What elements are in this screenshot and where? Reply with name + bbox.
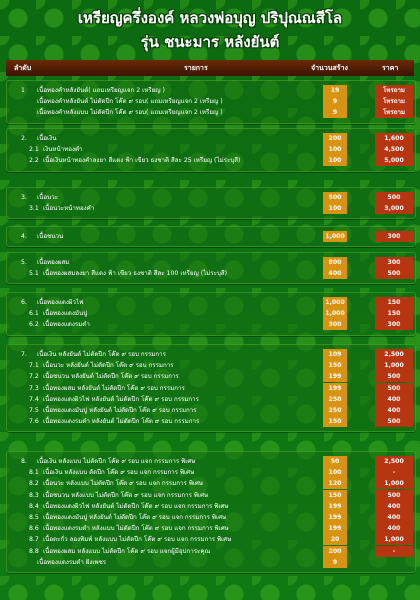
table-row <box>7 133 415 144</box>
item-number: 8.2 <box>29 480 39 488</box>
item-description: เนื้อทองแดงผิวไฟ <box>37 299 84 306</box>
item-price: 2,500 <box>375 349 413 360</box>
item-description: เนื้อชนวน <box>37 233 64 240</box>
item-price: 500 <box>375 268 413 279</box>
item-number: 2. <box>21 135 27 142</box>
table-row <box>7 203 415 214</box>
item-description: เนื้อเงินหน้าทองคำลงยา สีแดง ฟ้า เขียว ธงชาติ สีละ 25 เหรียญ (ไม่ระบุสี) <box>43 157 241 165</box>
item-description: เนื้อทองแดงมันปู หลังยันต์ ไม่ตัดปีก โค๊ต ๙ รอบ แจก กรรมการ พิเศษ <box>43 514 227 521</box>
table-row <box>7 144 415 155</box>
item-quantity: 100 <box>323 203 347 214</box>
item-description: เนื้อเงิน <box>37 135 57 142</box>
item-quantity: 120 <box>323 478 347 489</box>
item-number: 6.2 <box>29 321 39 329</box>
item-quantity: 20 <box>323 534 347 545</box>
item-quantity: 1,000 <box>323 231 347 242</box>
item-description: เนื้อเงิน หลังแบบ ตัดปีก โค๊ต ๙ รอบ แจก กรรมการ พิเศษ <box>43 469 195 477</box>
item-description: เนื้อทองแดงรมดำ <box>43 321 90 329</box>
item-price: 500 <box>375 416 413 427</box>
table-row <box>7 192 415 203</box>
item-number: 7.6 <box>29 418 39 426</box>
item-quantity: 109 <box>323 349 347 360</box>
item-price: 500 <box>375 383 413 394</box>
header-item: รายการ <box>184 64 208 72</box>
item-description: เงินหน้าทองคำ <box>43 146 83 154</box>
item-price: 500 <box>375 371 413 382</box>
item-quantity: 1,000 <box>323 308 347 319</box>
item-description: เนื้อทองแดงรมดำ หลังยันต์ ไม่ตัดปีก โค๊ต ๙ รอบ กรรมการ <box>43 418 200 426</box>
item-price: 1,000 <box>375 478 413 489</box>
item-description: เนื้อเงิน หลังยันต์ ไม่ตัดปีก โค๊ต ๙ รอบ กรรมการ <box>37 351 166 358</box>
item-price: 150 <box>375 297 413 308</box>
section-7 <box>6 344 416 432</box>
item-description: เนื้อนวะ หลังยันต์ ไม่ตัดปีก โค๊ต ๙ รอบ กรรมการ <box>43 362 174 370</box>
item-number: 3.1 <box>29 205 39 213</box>
table-row <box>7 383 415 394</box>
table-row <box>7 416 415 427</box>
table-row <box>7 107 415 118</box>
item-description: เนื้อทองคำหลังแบบ ไม่ตัดปีก โค๊ต ๙ รอบ( แถมเหรียญแจก 2 เหรียญ ) <box>37 109 223 117</box>
item-price: 1,600 <box>375 133 413 144</box>
item-price: 400 <box>375 501 413 512</box>
item-number: 8.5 <box>29 514 39 521</box>
item-price: - <box>375 467 413 478</box>
item-description: เนื้อทองแดงมันปู หลังยันต์ ไม่ตัดปีก โค๊ต ๙ รอบ กรรมการ <box>43 407 197 414</box>
header-qty: จำนวนสร้าง <box>311 64 348 72</box>
table-row <box>7 85 415 96</box>
item-number: 8.6 <box>29 525 39 533</box>
item-quantity: 500 <box>323 192 347 203</box>
table-row <box>7 319 415 330</box>
item-description: เนื้อชนวน หลังยันต์ ไม่ตัดปีก โค๊ต ๙ รอบ กรรมการ <box>43 373 179 381</box>
item-quantity: 150 <box>323 416 347 427</box>
item-description: เนื้อทองแดงผิวไฟ หลังยันต์ ไม่ตัดปีก โค๊ต ๙ รอบ กรรมการ <box>43 395 199 403</box>
item-number: 7.1 <box>29 362 39 370</box>
table-row <box>7 478 415 489</box>
item-number: 4. <box>21 233 27 240</box>
item-description: เนื้อทองแดงมันปู <box>43 310 88 318</box>
item-description: เนื้อทองแดงรมดำ ฝังเพชร <box>37 558 107 566</box>
item-price: 400 <box>375 405 413 416</box>
section-6 <box>6 292 416 336</box>
item-price: 2,500 <box>375 456 413 467</box>
table-row <box>7 231 415 242</box>
item-quantity: 300 <box>323 319 347 330</box>
item-description: เนื้อชนวน หลังแบบ ไม่ตัดปีก โค๊ต ๙ รอบ แจก กรรมการ พิเศษ <box>43 491 209 499</box>
item-number: 8.8 <box>29 547 39 555</box>
item-quantity: 150 <box>323 360 347 371</box>
item-number: 8.1 <box>29 469 39 477</box>
table-row <box>7 96 415 107</box>
item-number: 1 <box>21 87 25 94</box>
table-row <box>7 297 415 308</box>
table-row <box>7 501 415 512</box>
item-price: โทรถาม <box>375 85 413 96</box>
table-row <box>7 534 415 545</box>
table-row <box>7 456 415 467</box>
item-number: 7.5 <box>29 407 39 414</box>
table-row <box>7 490 415 501</box>
item-number: 5. <box>21 259 27 266</box>
item-description: เนื้อนวะหน้าทองคำ <box>43 205 95 213</box>
item-quantity: 100 <box>323 155 347 166</box>
table-row <box>7 512 415 523</box>
item-quantity: 800 <box>323 257 347 268</box>
table-row <box>7 467 415 478</box>
item-description: เนื้อทองผสมลงยา สีแดง ฟ้า เขียว ธงชาติ สีละ 100 เหรียญ (ไม่ระบุสี) <box>43 270 228 278</box>
item-price: 150 <box>375 308 413 319</box>
section-3 <box>6 187 416 219</box>
section-1 <box>6 80 416 124</box>
table-row <box>7 360 415 371</box>
item-price: 5,000 <box>375 155 413 166</box>
item-number: 7.4 <box>29 395 39 403</box>
item-quantity: 200 <box>323 133 347 144</box>
item-description: เนื้อทองผสม หลังยันต์ ไม่ตัดปีก โค๊ต ๙ รอบ กรรมการ <box>43 384 185 392</box>
item-description: เนื้อทองแดงผิวไฟ หลังยันต์ ไม่ตัดปีก โค๊ต ๙ รอบ แจก กรรมการ พิเศษ <box>43 502 229 510</box>
item-number: 8.7 <box>29 536 39 544</box>
item-price: 1,000 <box>375 360 413 371</box>
table-header <box>6 60 414 76</box>
table-row <box>7 405 415 416</box>
table-row <box>7 155 415 166</box>
item-quantity: 50 <box>323 456 347 467</box>
item-quantity: 250 <box>323 405 347 416</box>
item-number: 7.3 <box>29 384 39 392</box>
header-no: ลำดับ <box>14 64 32 72</box>
section-4 <box>6 226 416 247</box>
item-number: 7. <box>21 351 27 358</box>
item-description: เนื้อนวะ <box>37 194 59 201</box>
item-quantity: 199 <box>323 501 347 512</box>
item-description: เนื้อทองแดงรมดำ หลังแบบ ไม่ตัดปีก โค๊ต ๙ รอบ แจก กรรมการ พิเศษ <box>43 525 229 533</box>
item-number: 3. <box>21 194 27 201</box>
item-quantity: 150 <box>323 490 347 501</box>
item-description: เนื้อทองคำหลังยันต์ ไม่ตัดปีก โค๊ต ๙ รอบ( แถมเหรียญแจก 2 เหรียญ ) <box>37 98 223 106</box>
item-quantity: 199 <box>323 371 347 382</box>
item-price: 3,000 <box>375 203 413 214</box>
item-price: 300 <box>375 319 413 330</box>
item-price: 400 <box>375 512 413 523</box>
item-quantity: 199 <box>323 523 347 534</box>
table-row <box>7 371 415 382</box>
section-8 <box>6 451 416 573</box>
item-price: 4,500 <box>375 144 413 155</box>
item-price: 500 <box>375 490 413 501</box>
item-number: 6.1 <box>29 310 39 318</box>
item-quantity: 9 <box>323 557 347 568</box>
title-line-1: เหรียญครึ่งองค์ หลวงพ่อบุญ ปริปุณณสีโล <box>77 9 343 27</box>
item-quantity: 199 <box>323 512 347 523</box>
item-number: 8.4 <box>29 502 39 510</box>
item-price: โทรถาม <box>375 96 413 107</box>
item-number: 8.3 <box>29 491 39 499</box>
item-description: เนื้อนวะ หลังแบบ ไม่ตัดปีก โค๊ต ๙ รอบ แจก กรรมการ พิเศษ <box>43 480 204 488</box>
item-quantity: 199 <box>323 383 347 394</box>
item-price: 300 <box>375 231 413 242</box>
table-row <box>7 268 415 279</box>
table-row <box>7 308 415 319</box>
item-description: เนื้อตะกั่ว ลองพิมพ์ หลังแบบ ไม่ตัดปีก โค๊ต ๙ รอบ แจก กรรมการ พิเศษ <box>43 536 232 544</box>
item-price: 1,000 <box>375 534 413 545</box>
item-description: เนื้อทองผสม <box>37 259 70 266</box>
section-5 <box>6 252 416 284</box>
item-quantity: 1,000 <box>323 297 347 308</box>
item-price: - <box>375 546 413 557</box>
item-price: 400 <box>375 394 413 405</box>
item-price: 500 <box>375 192 413 203</box>
item-description: เนื้อเงิน หลังแบบ ไม่ตัดปีก โค๊ต ๙ รอบ แจก กรรมการ พิเศษ <box>37 458 196 465</box>
item-number: 2.2 <box>29 157 39 165</box>
item-number: 6. <box>21 299 27 306</box>
item-quantity: 100 <box>323 467 347 478</box>
item-description: เนื้อทองคำหลังยันต์( แถมเหรียญแจก 2 เหรียญ ) <box>37 87 165 94</box>
table-row <box>7 546 415 557</box>
item-description: เนื้อทองผสม หลังแบบ ไม่ตัดปีก โค๊ต ๙ รอบ แจกผู้มีอุปการะคุณ <box>43 547 211 555</box>
header-price: ราคา <box>382 64 399 72</box>
table-row <box>7 557 415 568</box>
item-quantity: 250 <box>323 394 347 405</box>
item-number: 8. <box>21 458 27 465</box>
item-price: 400 <box>375 523 413 534</box>
item-price: โทรถาม <box>375 107 413 118</box>
table-row <box>7 349 415 360</box>
table-row <box>7 257 415 268</box>
item-quantity: 9 <box>323 107 347 118</box>
title-line-2: รุ่น ชนะมาร หลังยันต์ <box>140 33 280 51</box>
item-quantity: 9 <box>323 96 347 107</box>
item-number: 7.2 <box>29 373 39 381</box>
item-quantity: 400 <box>323 268 347 279</box>
item-number: 2.1 <box>29 146 39 154</box>
item-number: 5.1 <box>29 270 39 278</box>
table-row <box>7 523 415 534</box>
item-price: 300 <box>375 257 413 268</box>
item-quantity: 19 <box>323 85 347 96</box>
item-quantity: 200 <box>323 546 347 557</box>
table-row <box>7 394 415 405</box>
item-quantity: 100 <box>323 144 347 155</box>
section-2 <box>6 128 416 172</box>
